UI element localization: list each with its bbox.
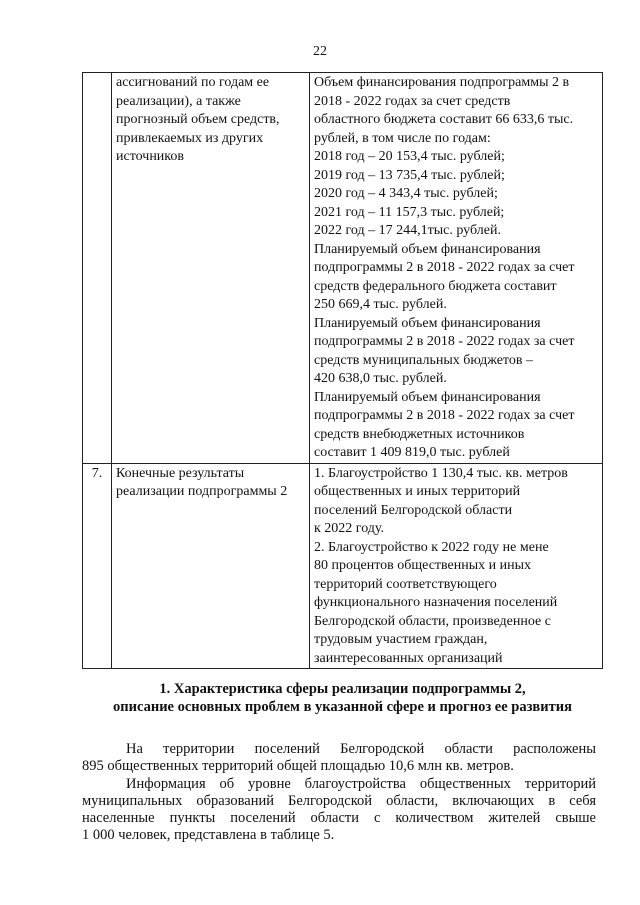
cell-line: 2022 год – 17 244,1тыс. рублей. — [314, 223, 501, 238]
paragraph — [82, 776, 596, 844]
cell-line: источников — [116, 149, 185, 164]
paragraph — [82, 741, 596, 775]
row-number-cell: 7. — [83, 463, 112, 669]
row-value-cell — [310, 73, 603, 464]
section-heading — [82, 680, 603, 716]
cell-line: 2021 год – 11 157,3 тыс. рублей; — [314, 204, 505, 220]
row-number-cell — [83, 73, 112, 464]
cell-line: Конечные результаты — [116, 465, 245, 481]
cell-line: Объем финансирования подпрограммы 2 в — [314, 75, 570, 90]
cell-line: 80 процентов общественных и иных — [314, 558, 532, 573]
cell-line: прогнозный объем средств, — [116, 112, 280, 127]
cell-line: составит 1 409 819,0 тыс. рублей — [314, 445, 510, 460]
row-name-cell — [112, 463, 310, 669]
paragraph-line: Информация об уровне благоустройства общественных территорий — [126, 776, 596, 792]
paragraph-line: 1 000 человек, представлена в таблице 5. — [82, 827, 335, 843]
paragraph-line: На территории поселений Белгородской области расположены — [126, 741, 596, 757]
cell-line: средств федерального бюджета составит — [314, 278, 557, 294]
cell-line: 420 638,0 тыс. рублей. — [314, 371, 447, 386]
cell-line: средств внебюджетных источников — [314, 426, 525, 442]
paragraph-line: населенные пункты поселений области с количеством жителей свыше — [82, 810, 596, 826]
row-name-cell — [112, 73, 310, 464]
cell-line: трудовым участием граждан, — [314, 632, 488, 647]
cell-line: рублей, в том числе по годам: — [314, 130, 491, 146]
row-value-cell — [310, 463, 603, 669]
cell-line: подпрограммы 2 в 2018 - 2022 годах за счет — [314, 408, 575, 423]
paragraph-line: муниципальных образований Белгородской области, включающих в себя — [82, 793, 596, 809]
cell-line: Планируемый объем финансирования — [314, 389, 541, 405]
page-number: 22 — [313, 44, 327, 59]
cell-line: 2. Благоустройство к 2022 году не мене — [314, 539, 549, 555]
heading-line: 1. Характеристика сферы реализации подпрограммы 2, — [159, 681, 526, 697]
cell-line: привлекаемых из других — [116, 130, 264, 146]
cell-line: 2020 год – 4 343,4 тыс. рублей; — [314, 186, 498, 201]
cell-line: к 2022 году. — [314, 521, 385, 536]
table-row — [83, 463, 603, 669]
cell-line: 2018 - 2022 годах за счет средств — [314, 93, 511, 109]
cell-line: 1. Благоустройство 1 130,4 тыс. кв. метров — [314, 465, 568, 481]
cell-line: подпрограммы 2 в 2018 - 2022 годах за счет — [314, 260, 575, 275]
heading-line: описание основных проблем в указанной сфере и прогноз ее развития — [113, 699, 572, 715]
cell-line: заинтересованных организаций — [314, 650, 503, 666]
cell-line: реализации), а также — [116, 93, 241, 109]
cell-line: территорий соответствующего — [314, 576, 497, 592]
table-row — [83, 73, 603, 464]
cell-line: поселений Белгородской области — [314, 502, 513, 518]
cell-line: 2019 год – 13 735,4 тыс. рублей; — [314, 167, 505, 183]
cell-line: Планируемый объем финансирования — [314, 241, 541, 257]
cell-line: областного бюджета составит 66 633,6 тыс. — [314, 112, 574, 127]
passport-table — [82, 72, 603, 669]
cell-line: средств муниципальных бюджетов – — [314, 352, 533, 368]
cell-line: функционального назначения поселений — [314, 595, 558, 610]
paragraph-line: 895 общественных территорий общей площадью 10,6 млн кв. метров. — [82, 758, 514, 774]
cell-line: 250 669,4 тыс. рублей. — [314, 297, 447, 312]
cell-line: Планируемый объем финансирования — [314, 315, 541, 331]
cell-line: общественных и иных территорий — [314, 484, 521, 499]
cell-line: Белгородской области, произведенное с — [314, 613, 551, 629]
cell-line: 2018 год – 20 153,4 тыс. рублей; — [314, 149, 505, 164]
cell-line: ассигнований по годам ее — [116, 75, 270, 90]
cell-line: реализации подпрограммы 2 — [116, 484, 288, 499]
cell-line: подпрограммы 2 в 2018 - 2022 годах за счет — [314, 334, 575, 349]
